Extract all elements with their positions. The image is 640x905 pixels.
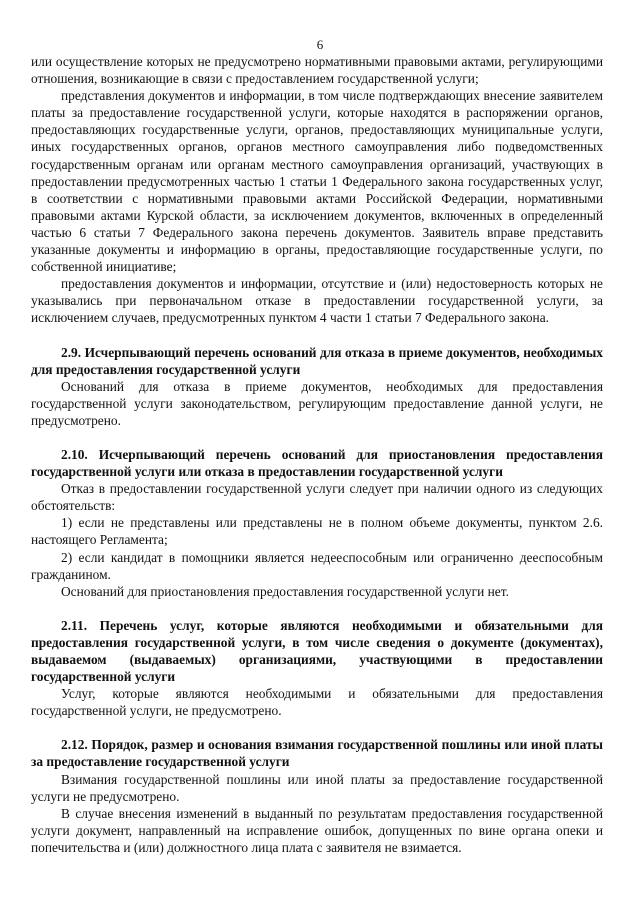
paragraph: Взимания государственной пошлины или иной платы за предоставление государственной услуги не предусмотрено. — [31, 771, 603, 804]
paragraph: 2) если кандидат в помощники является недееспособным или ограниченно дееспособным гражданином. — [31, 549, 603, 582]
paragraph: Оснований для приостановления предоставления государственной услуги нет. — [61, 583, 509, 599]
section-heading: 2.12. Порядок, размер и основания взимания государственной пошлины или иной платы за предоставление государственной услуги — [31, 737, 603, 770]
paragraph: Отказ в предоставлении государственной услуги следует при наличии одного из следующих обстоятельств: — [31, 481, 603, 514]
page-number: 6 — [316, 37, 324, 52]
paragraph: 1) если не представлены или представлены не в полном объеме документы, пунктом 2.6. настоящего Регламента; — [31, 515, 603, 548]
section-spacer — [31, 327, 603, 344]
paragraph: представления документов и информации, в том числе подтверждающих внесение заявителем платы за предоставление государственной услуги, которые находятся в распоряжении органов, предоставляющих государственные услуги, органов, предоставляющих муниципальные услуги, иных государственных органов, органов местного самоуправления либо подведомственных государственным органам или органам местного самоуправления организаций, участвующих в предоставлении предусмотренных частью 1 статьи 1 Федерального закона государственных услуг, в соответствии с нормативными правовыми актами Российской Федерации, нормативными правовыми актами Курской области, за исключением документов, включенных в определенный частью 6 статьи 7 Федерального закона перечень документов. Заявитель вправе представить указанные документы и информацию в органы, предоставляющие государственные услуги, по собственной инициативе; — [31, 88, 603, 275]
paragraph: Оснований для отказа в приеме документов, необходимых для предоставления государственной услуги законодательством, регулирующим предоставление данной услуги, не предусмотрено. — [31, 378, 603, 428]
paragraph: предоставления документов и информации, отсутствие и (или) недостоверность которых не указывались при первоначальном отказе в предоставлении государственной услуги, за исключением случаев, предусмотренных пунктом 4 части 1 статьи 7 Федерального закона. — [31, 276, 603, 326]
paragraph: В случае внесения изменений в выданный по результатам предоставления государственной услуги документ, направленный на исправление ошибок, допущенных по вине органа опеки и попечительства и (или) должностного лица плата с заявителя не взимается. — [31, 805, 603, 855]
document-body — [31, 53, 603, 856]
section-heading: 2.10. Исчерпывающий перечень оснований для приостановления предоставления государственной услуги или отказа в предоставлении государственной услуги — [31, 446, 603, 480]
paragraph: или осуществление которых не предусмотрено нормативными правовыми актами, регулирующими отношения, возникающие в связи с предоставлением государственной услуги; — [31, 54, 603, 87]
section-heading: 2.11. Перечень услуг, которые являются необходимыми и обязательными для предоставления государственной услуги, в том числе сведения о документе (документах), выдаваемом (выдаваемых) организациями, участвующими в предоставлении государственной услуги — [31, 617, 603, 685]
section-heading: 2.9. Исчерпывающий перечень оснований для отказа в приеме документов, необходимых для предоставления государственной услуги — [31, 344, 603, 377]
section-spacer — [31, 719, 603, 736]
section-spacer — [31, 429, 603, 446]
section-spacer — [31, 600, 603, 617]
paragraph: Услуг, которые являются необходимыми и обязательными для предоставления государственной услуги, не предусмотрено. — [31, 686, 603, 719]
